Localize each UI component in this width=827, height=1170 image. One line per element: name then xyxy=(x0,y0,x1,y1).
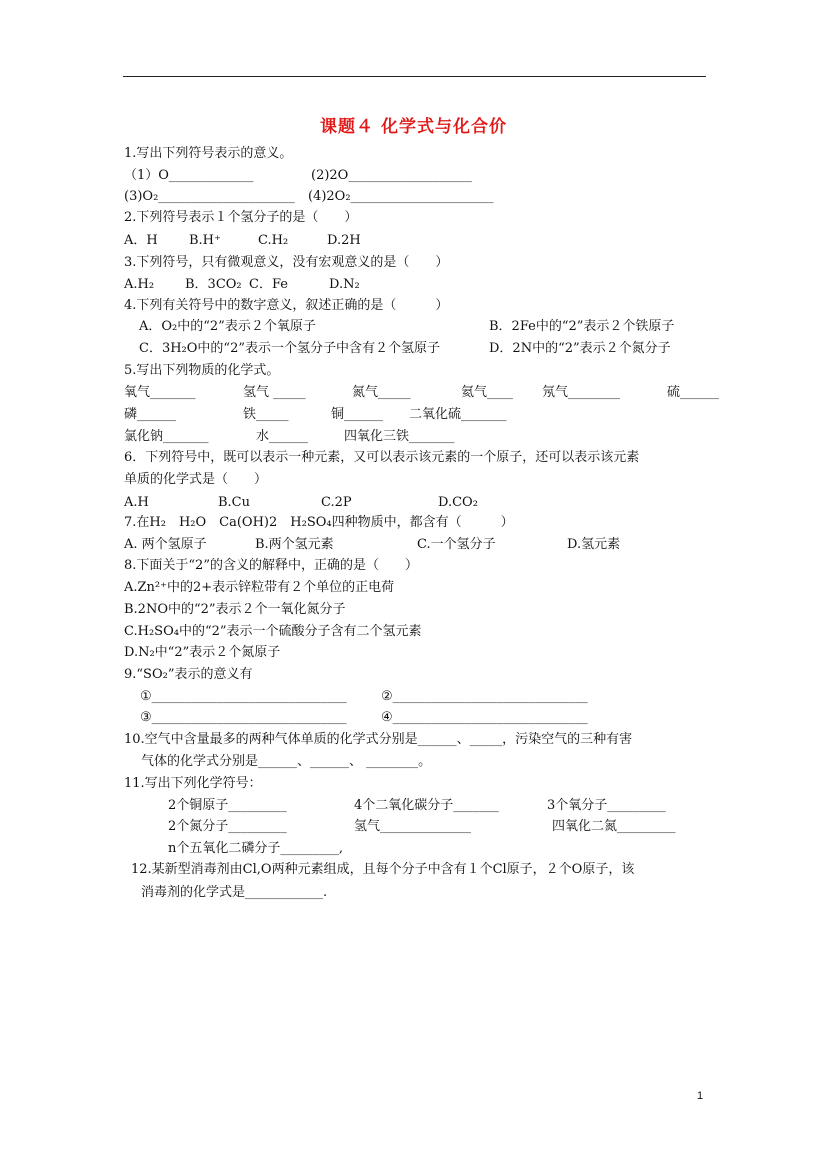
q7-option-d: D.氢元素 xyxy=(567,537,621,552)
q6-option-b: B.Cu xyxy=(218,495,251,510)
q4-option-c: C．3H₂O中的“2”表示一个氢分子中含有２个氢原子 xyxy=(139,341,440,356)
q1-item-3: (3)O₂_____________________ xyxy=(124,189,295,204)
q3-option-b: B．3CO₂ xyxy=(185,277,242,292)
q3-option-d: D.N₂ xyxy=(329,277,360,292)
header-rule xyxy=(123,76,706,77)
q1-item-4: (4)2O₂______________________ xyxy=(308,189,494,204)
q5-stem: 5.写出下列物质的化学式。 xyxy=(124,363,280,378)
q11-blank: 四氧化二氮_________ xyxy=(552,819,676,834)
q11-stem: 11.写出下列化学符号： xyxy=(124,776,262,791)
q4-option-b: B．2Fe中的“2”表示２个铁原子 xyxy=(489,319,675,334)
q3-option-a: A.H₂ xyxy=(124,277,155,292)
q4-stem: 4.下列有关符号中的数字意义，叙述正确的是（ ） xyxy=(124,298,449,313)
q5-blank: 铁_____ xyxy=(243,407,289,422)
q2-stem: 2.下列符号表示１个氢分子的是（ ） xyxy=(124,210,358,225)
page-number: 1 xyxy=(697,1090,704,1102)
q5-blank: 水______ xyxy=(256,429,309,444)
q2-option-a: A．H xyxy=(124,233,158,248)
q5-blank: 氯化钠_______ xyxy=(124,429,209,444)
q1-stem: 1.写出下列符号表示的意义。 xyxy=(124,146,293,161)
q5-blank: 氮气_____ xyxy=(352,385,411,400)
q2-option-c: C.H₂ xyxy=(258,233,289,248)
q5-blank: 氧气_______ xyxy=(124,385,196,400)
q4-option-d: D．2N中的“2”表示２个氮分子 xyxy=(489,341,671,356)
q8-stem: 8.下面关于“2”的含义的解释中，正确的是（ ） xyxy=(124,558,418,573)
q3-stem: 3.下列符号，只有微观意义，没有宏观意义的是（ ） xyxy=(124,255,449,270)
q9-blank-4: ④______________________________ xyxy=(381,710,588,725)
q9-blank-3: ③______________________________ xyxy=(140,710,347,725)
q9-blank-1: ①______________________________ xyxy=(140,689,347,704)
q11-blank: 3个氧分子_________ xyxy=(547,798,666,813)
q11-blank: 氢气______________ xyxy=(354,819,472,834)
q7-option-b: B.两个氢元素 xyxy=(255,537,334,552)
q2-option-b: B.H⁺ xyxy=(189,233,221,248)
q1-item-2: (2)2O___________________ xyxy=(311,168,472,183)
q6-stem-line1: 6．下列符号中，既可以表示一种元素，又可以表示该元素的一个原子，还可以表示该元素 xyxy=(124,450,640,465)
q8-option-c: C.H₂SO₄中的“2”表示一个硫酸分子含有二个氢元素 xyxy=(124,624,422,639)
q12-line1: 12.某新型消毒剂由Cl,O两种元素组成，且每个分子中含有１个Cl原子，２个O原子，该 xyxy=(131,862,635,877)
q10-line1: 10.空气中含量最多的两种气体单质的化学式分别是______、_____，污染空气的三种有害 xyxy=(124,732,633,747)
q6-stem-line2: 单质的化学式是（ ） xyxy=(124,472,268,487)
q11-blank: 2个氮分子_________ xyxy=(168,819,287,834)
q9-blank-2: ②______________________________ xyxy=(381,689,588,704)
q11-blank: 2个铜原子_________ xyxy=(168,798,287,813)
q3-option-c: C．Fe xyxy=(249,277,288,292)
q5-blank: 二氧化硫_______ xyxy=(409,407,507,422)
q5-blank: 磷______ xyxy=(124,407,177,422)
q5-blank: 氦气____ xyxy=(461,385,514,400)
q8-option-d: D.N₂中“2”表示２个氮原子 xyxy=(124,645,281,660)
q11-blank: n个五氧化二磷分子_________, xyxy=(168,841,344,856)
q5-blank: 铜______ xyxy=(331,407,384,422)
q5-blank: 氢气 _____ xyxy=(243,385,306,400)
q6-option-c: C.2P xyxy=(321,495,352,510)
q6-option-d: D.CO₂ xyxy=(438,495,478,510)
q5-blank: 硫______ xyxy=(667,385,720,400)
q5-blank: 氖气________ xyxy=(542,385,621,400)
q9-stem: 9.“SO₂”表示的意义有 xyxy=(124,667,253,682)
q5-blank: 四氧化三铁_______ xyxy=(344,429,455,444)
q7-option-c: C.一个氢分子 xyxy=(417,537,496,552)
q7-stem: 7.在H₂ H₂O Ca(OH)2 H₂SO₄四种物质中，都含有（ ） xyxy=(124,515,514,530)
q8-option-a: A.Zn²⁺中的2+表示锌粒带有２个单位的正电荷 xyxy=(124,580,395,595)
q1-item-1: （1）O_____________ xyxy=(124,168,254,183)
q8-option-b: B.2NO中的“2”表示２个一氧化氮分子 xyxy=(124,602,346,617)
q2-option-d: D.2H xyxy=(327,233,361,248)
page-title: 课题４ 化学式与化合价 xyxy=(320,117,507,137)
q4-option-a: A．O₂中的“2”表示２个氧原子 xyxy=(139,319,316,334)
q6-option-a: A.H xyxy=(124,495,149,510)
q12-line2: 消毒剂的化学式是____________. xyxy=(141,885,328,900)
q10-line2: 气体的化学式分别是______、______、 ________。 xyxy=(141,754,432,769)
q7-option-a: A. 两个氢原子 xyxy=(124,537,207,552)
q11-blank: 4个二氧化碳分子_______ xyxy=(354,798,499,813)
